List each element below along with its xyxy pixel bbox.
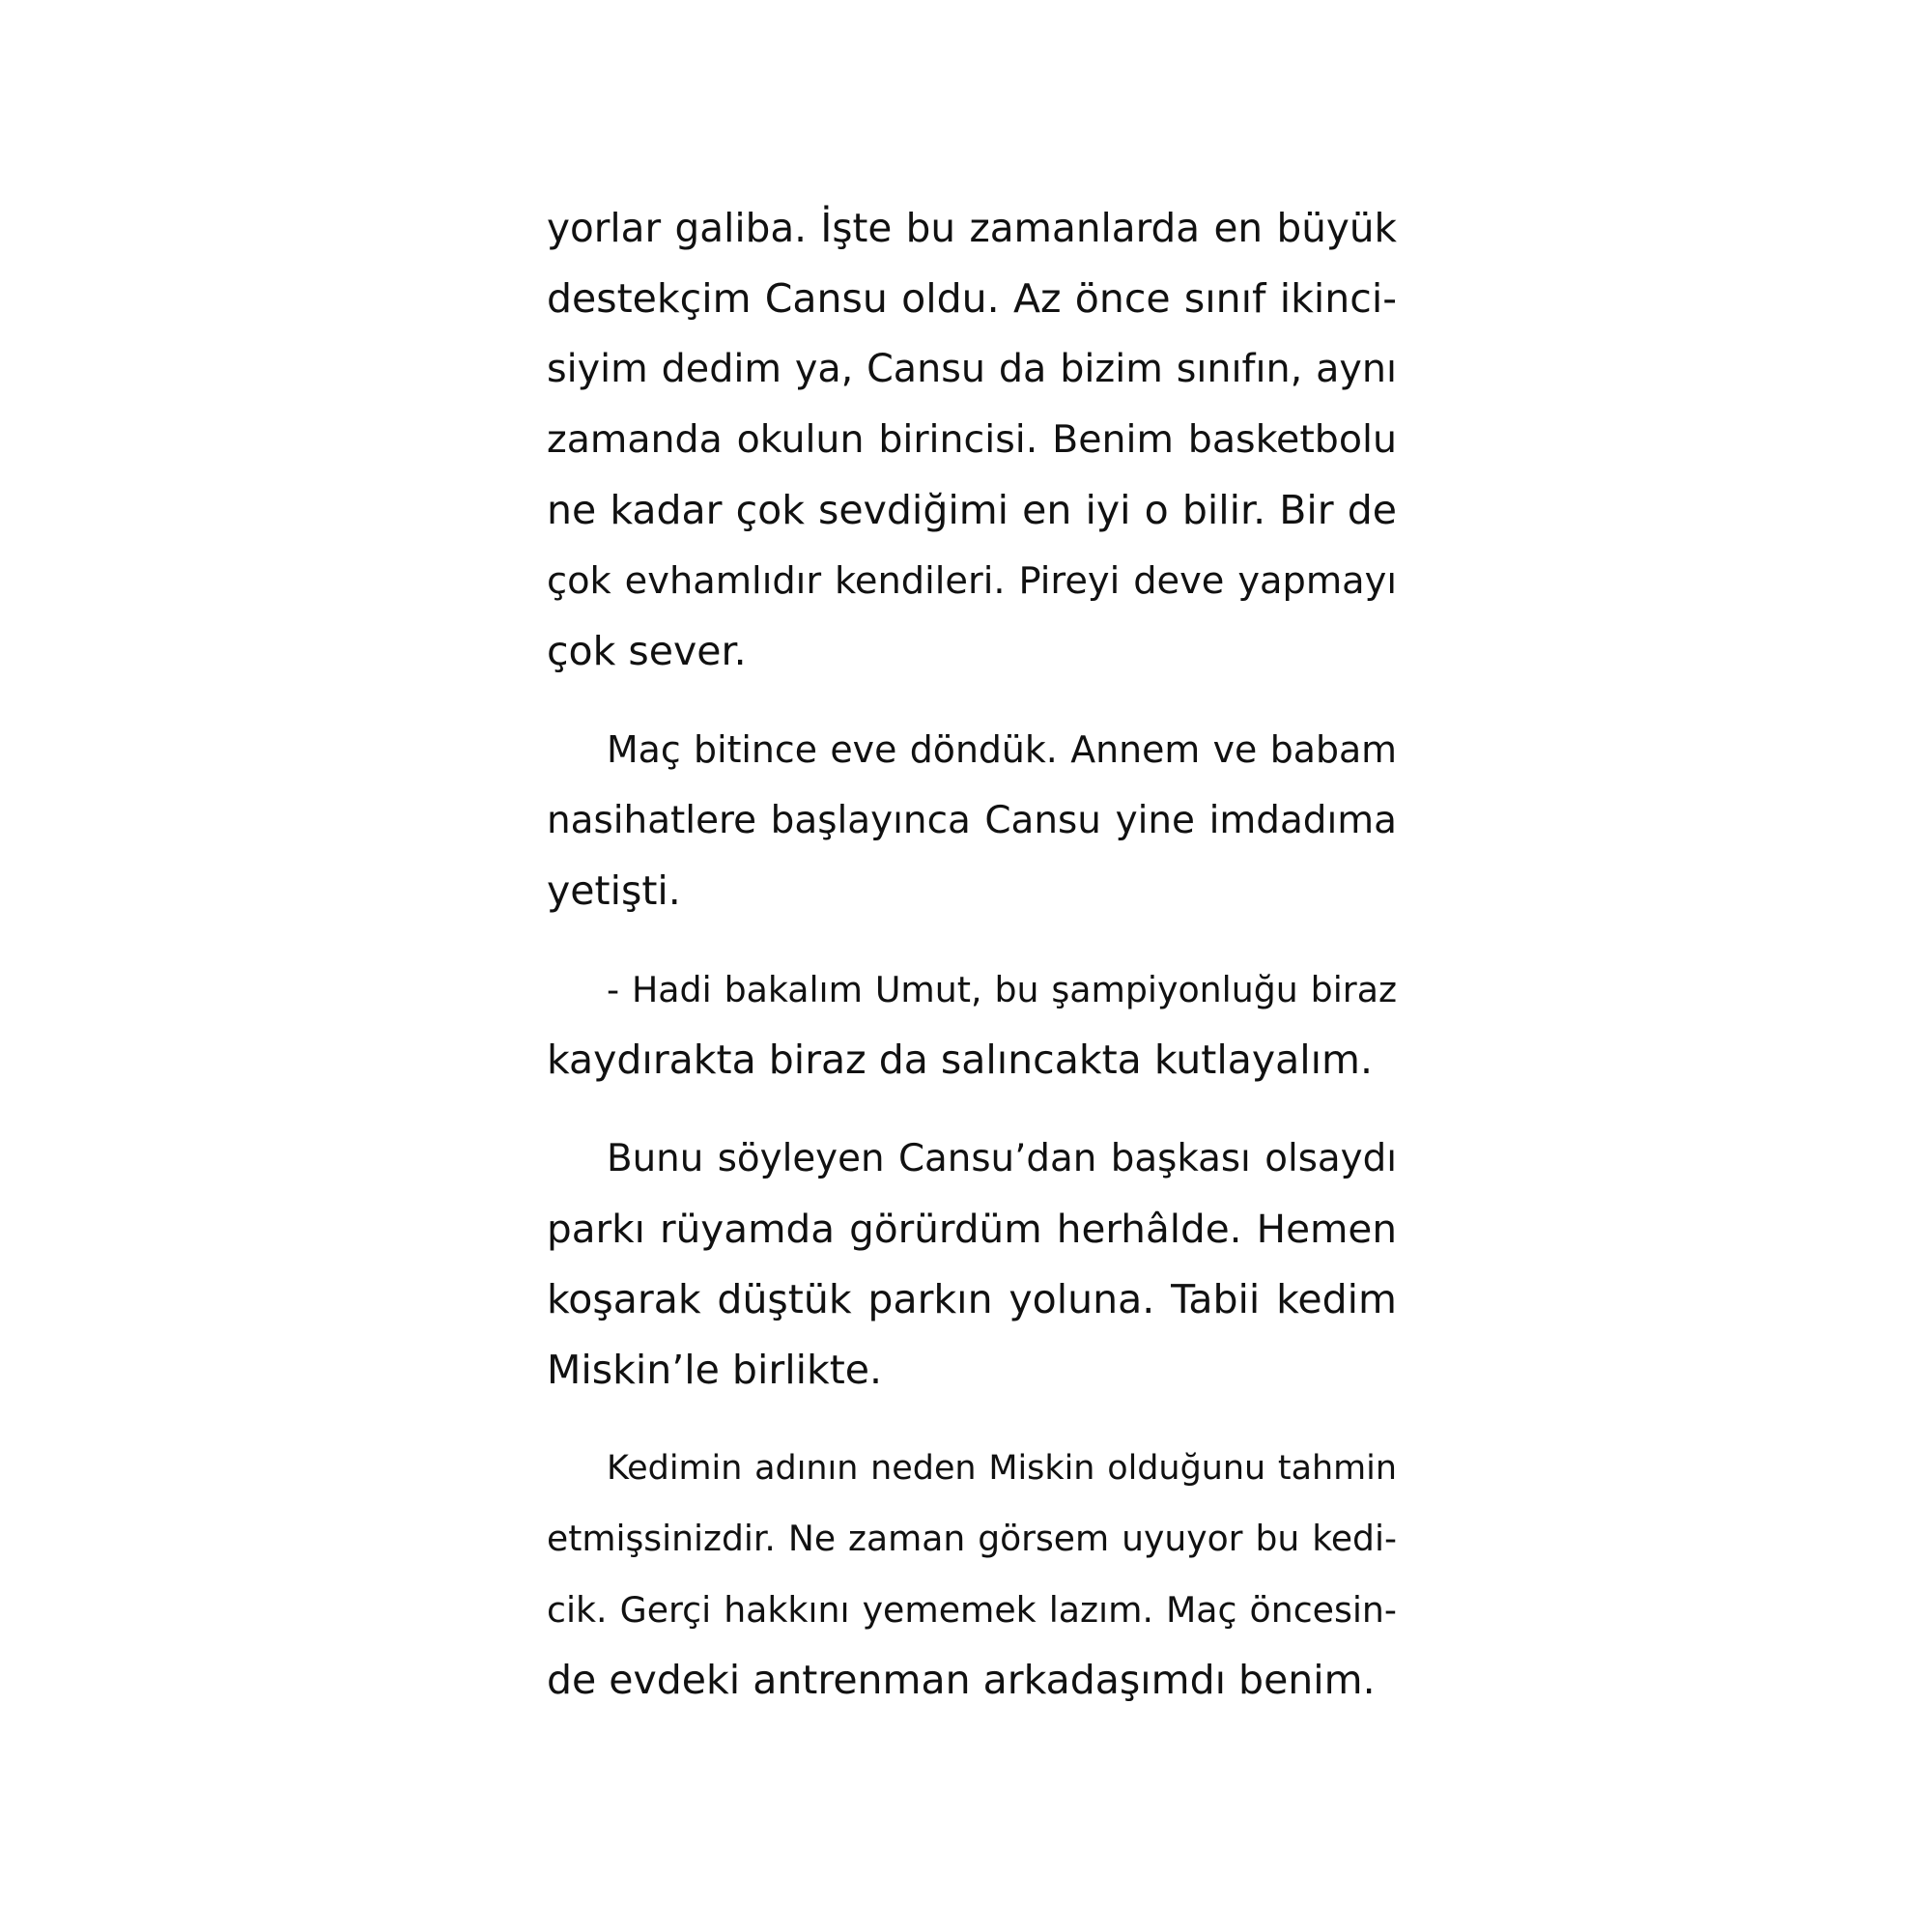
text-line: - Hadi bakalım Umut, bu şampiyonluğu biraz — [607, 969, 1397, 1010]
text-line: zamanda okulun birincisi. Benim basketbolu — [547, 417, 1397, 462]
book-page-text — [547, 193, 1397, 1716]
text-line: koşarak düştük parkın yoluna. Tabii kedim — [547, 1276, 1397, 1322]
text-line: etmişsinizdir. Ne zaman görsem uyuyor bu kedi- — [547, 1519, 1397, 1559]
text-line: de evdeki antrenman arkadaşımdı benim. — [547, 1657, 1376, 1703]
paragraph-gap — [547, 687, 1397, 715]
text-line: Miskin’le birlikte. — [547, 1347, 883, 1393]
text-line: nasihatlere başlayınca Cansu yine imdadıma — [547, 799, 1397, 842]
text-line: çok sever. — [547, 628, 747, 674]
text-line: parkı rüyamda görürdüm herhâlde. Hemen — [547, 1206, 1397, 1252]
text-line: yorlar galiba. İşte bu zamanlarda en büyük — [547, 205, 1397, 251]
paragraph — [547, 954, 1397, 1095]
paragraph — [547, 715, 1397, 926]
text-line: destekçim Cansu oldu. Az önce sınıf ikinci- — [547, 275, 1397, 322]
text-line: cik. Gerçi hakkını yememek lazım. Maç öncesin- — [547, 1589, 1397, 1631]
text-line: Maç bitince eve döndük. Annem ve babam — [607, 728, 1397, 771]
paragraph — [547, 1123, 1397, 1406]
paragraph-gap — [547, 1406, 1397, 1434]
text-line: kaydırakta biraz da salıncakta kutlayalım. — [547, 1037, 1374, 1083]
text-line: yetişti. — [547, 867, 681, 914]
paragraph — [547, 1434, 1397, 1716]
paragraph-gap — [547, 926, 1397, 954]
text-line: ne kadar çok sevdiğimi en iyi o bilir. Bir de — [547, 487, 1397, 533]
text-line: Kedimin adının neden Miskin olduğunu tahmin — [607, 1449, 1397, 1488]
text-line: çok evhamlıdır kendileri. Pireyi deve yapmayı — [547, 559, 1397, 603]
text-line: siyim dedim ya, Cansu da bizim sınıfın, aynı — [547, 347, 1397, 391]
paragraph-gap — [547, 1095, 1397, 1123]
text-line: Bunu söyleyen Cansu’dan başkası olsaydı — [607, 1137, 1397, 1180]
paragraph — [547, 193, 1397, 687]
